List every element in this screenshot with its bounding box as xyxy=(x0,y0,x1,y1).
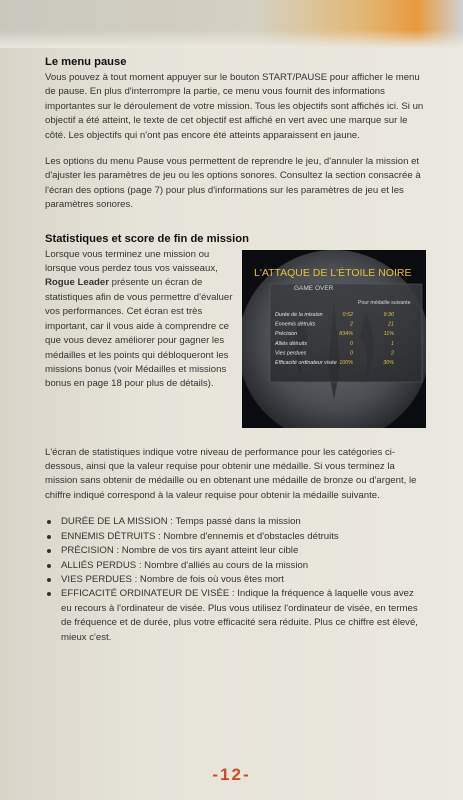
game-over-screenshot xyxy=(242,250,426,428)
stat-value: 0 xyxy=(350,350,353,357)
bullet-dot-icon xyxy=(47,578,51,582)
stat-value: 0 xyxy=(350,340,353,347)
list-item-description: : Indique la fréquence à laquelle vous avez eu recours à l'ordinateur de visée. Plus vous utilisez l'ordinateur de visée, en termes de fréquence et de durée, plus votre efficacité sera réduite. Plus ce chiffre est élevé, mieux c'est. xyxy=(61,588,418,643)
stat-label: Alliés détruits xyxy=(275,340,308,347)
stats-p1-text-a: Lorsque vous terminez une mission ou lorsque vous perdez tous vos vaisseaux, xyxy=(45,248,218,275)
game-title-bold: Rogue Leader xyxy=(45,277,109,289)
header-band xyxy=(0,0,463,48)
list-item xyxy=(45,544,425,558)
stat-label: Précision xyxy=(275,330,298,337)
pause-paragraph-2: Les options du menu Pause vous permettent de reprendre le jeu, d'annuler la mission et d'ajuster les paramètres de jeu ou les options sonores. Consultez la section consacrée à l'écran des options (page 7) pour plus d'informations sur les paramètres de jeu et les paramètres sonores. xyxy=(45,156,421,211)
list-item xyxy=(45,530,425,544)
list-item-term: ALLIÉS PERDUS xyxy=(61,559,137,571)
list-item-description: : Nombre de vos tirs ayant atteint leur cible xyxy=(113,545,299,557)
bullet-dot-icon xyxy=(47,549,51,553)
bullet-dot-icon xyxy=(47,520,51,524)
bullet-dot-icon xyxy=(47,592,51,596)
list-item-description: : Nombre d'ennemis et d'obstacles détruits xyxy=(155,530,339,542)
screenshot-subtitle: GAME OVER xyxy=(294,284,334,292)
screenshot-graphic xyxy=(242,250,426,428)
list-item-term: VIES PERDUES xyxy=(61,573,132,585)
stat-value: 100% xyxy=(339,359,353,366)
stats-intro-block xyxy=(45,248,425,434)
stat-next-medal: 21 xyxy=(388,321,394,328)
stat-label: Durée de la mission xyxy=(275,311,323,318)
stats-paragraph-2: L'écran de statistiques indique votre niveau de performance pour les catégories ci-dessous, ainsi que la valeur requise pour obtenir une médaille. Si vous terminez la mission sans obtenir de médaille ou en obtenant une médaille de bronze ou d'argent, le chiffre indiqué correspond à la valeur requise pour obtenir la médaille suivante. xyxy=(45,446,417,501)
stat-value: 2 xyxy=(350,321,353,328)
stat-value: 834% xyxy=(339,330,353,337)
stat-next-medal: 1 xyxy=(391,340,394,347)
bullet-dot-icon xyxy=(47,564,51,568)
list-item-term: PRÉCISION xyxy=(61,545,114,557)
stat-next-medal: 2 xyxy=(391,350,394,357)
list-item-term: ENNEMIS DÉTRUITS xyxy=(61,530,156,542)
list-item-description: : Temps passé dans la mission xyxy=(167,516,301,528)
list-item xyxy=(45,559,425,573)
stat-next-medal: 30% xyxy=(383,359,394,366)
stat-label: Vies perdues xyxy=(275,350,307,357)
stats-categories-list xyxy=(45,515,425,645)
stat-next-medal: 11% xyxy=(383,330,394,337)
page-number: -12- xyxy=(212,765,251,784)
section-title-pause: Le menu pause xyxy=(45,56,127,68)
list-item xyxy=(45,587,425,645)
stat-label: Ennemis détruits xyxy=(275,321,316,328)
pause-paragraph-1: Vous pouvez à tout moment appuyer sur le bouton START/PAUSE pour afficher le menu de pause. En plus d'interrompre la partie, ce menu vous fournit des informations importantes sur le déroulement de votre mission. Tous les objectifs sont affichés ici. Si un objectif a été atteint, le texte de cet objectif est affiché en vert avec une marque sur le côté. Les objectifs qui n'ont pas encore été atteints apparaissent en jaune. xyxy=(45,72,424,141)
page-content xyxy=(45,56,425,645)
list-item-description: : Nombre de fois où vous êtes mort xyxy=(131,573,284,585)
bullet-dot-icon xyxy=(47,535,51,539)
stats-p1-text-b: présente un écran de statistiques afin de vous permettre d'évaluer vos performances. Cet écran est très important, car il vous aide à comprendre ce que vous devez améliorer pour gagner les médailles et les points qui débloqueront les missions bonus (voir Médailles et missions bonus en page 18 pour plus de détails). xyxy=(45,277,233,390)
stat-value: 0:52 xyxy=(342,311,353,318)
list-item-term: DURÉE DE LA MISSION xyxy=(61,516,168,528)
screenshot-title: L'ATTAQUE DE L'ÉTOILE NOIRE xyxy=(254,266,412,279)
list-item xyxy=(45,573,425,587)
list-item xyxy=(45,515,425,529)
list-item-term: EFFICACITÉ ORDINATEUR DE VISÉE xyxy=(61,588,230,600)
stat-next-medal: 9:30 xyxy=(383,311,394,318)
section-title-stats: Statistiques et score de fin de mission xyxy=(45,232,249,245)
list-item-description: : Nombre d'alliés au cours de la mission xyxy=(136,559,309,571)
screenshot-column-header: Pour médaille suivante xyxy=(358,299,411,306)
stat-label: Efficacité ordinateur visée xyxy=(275,359,337,366)
